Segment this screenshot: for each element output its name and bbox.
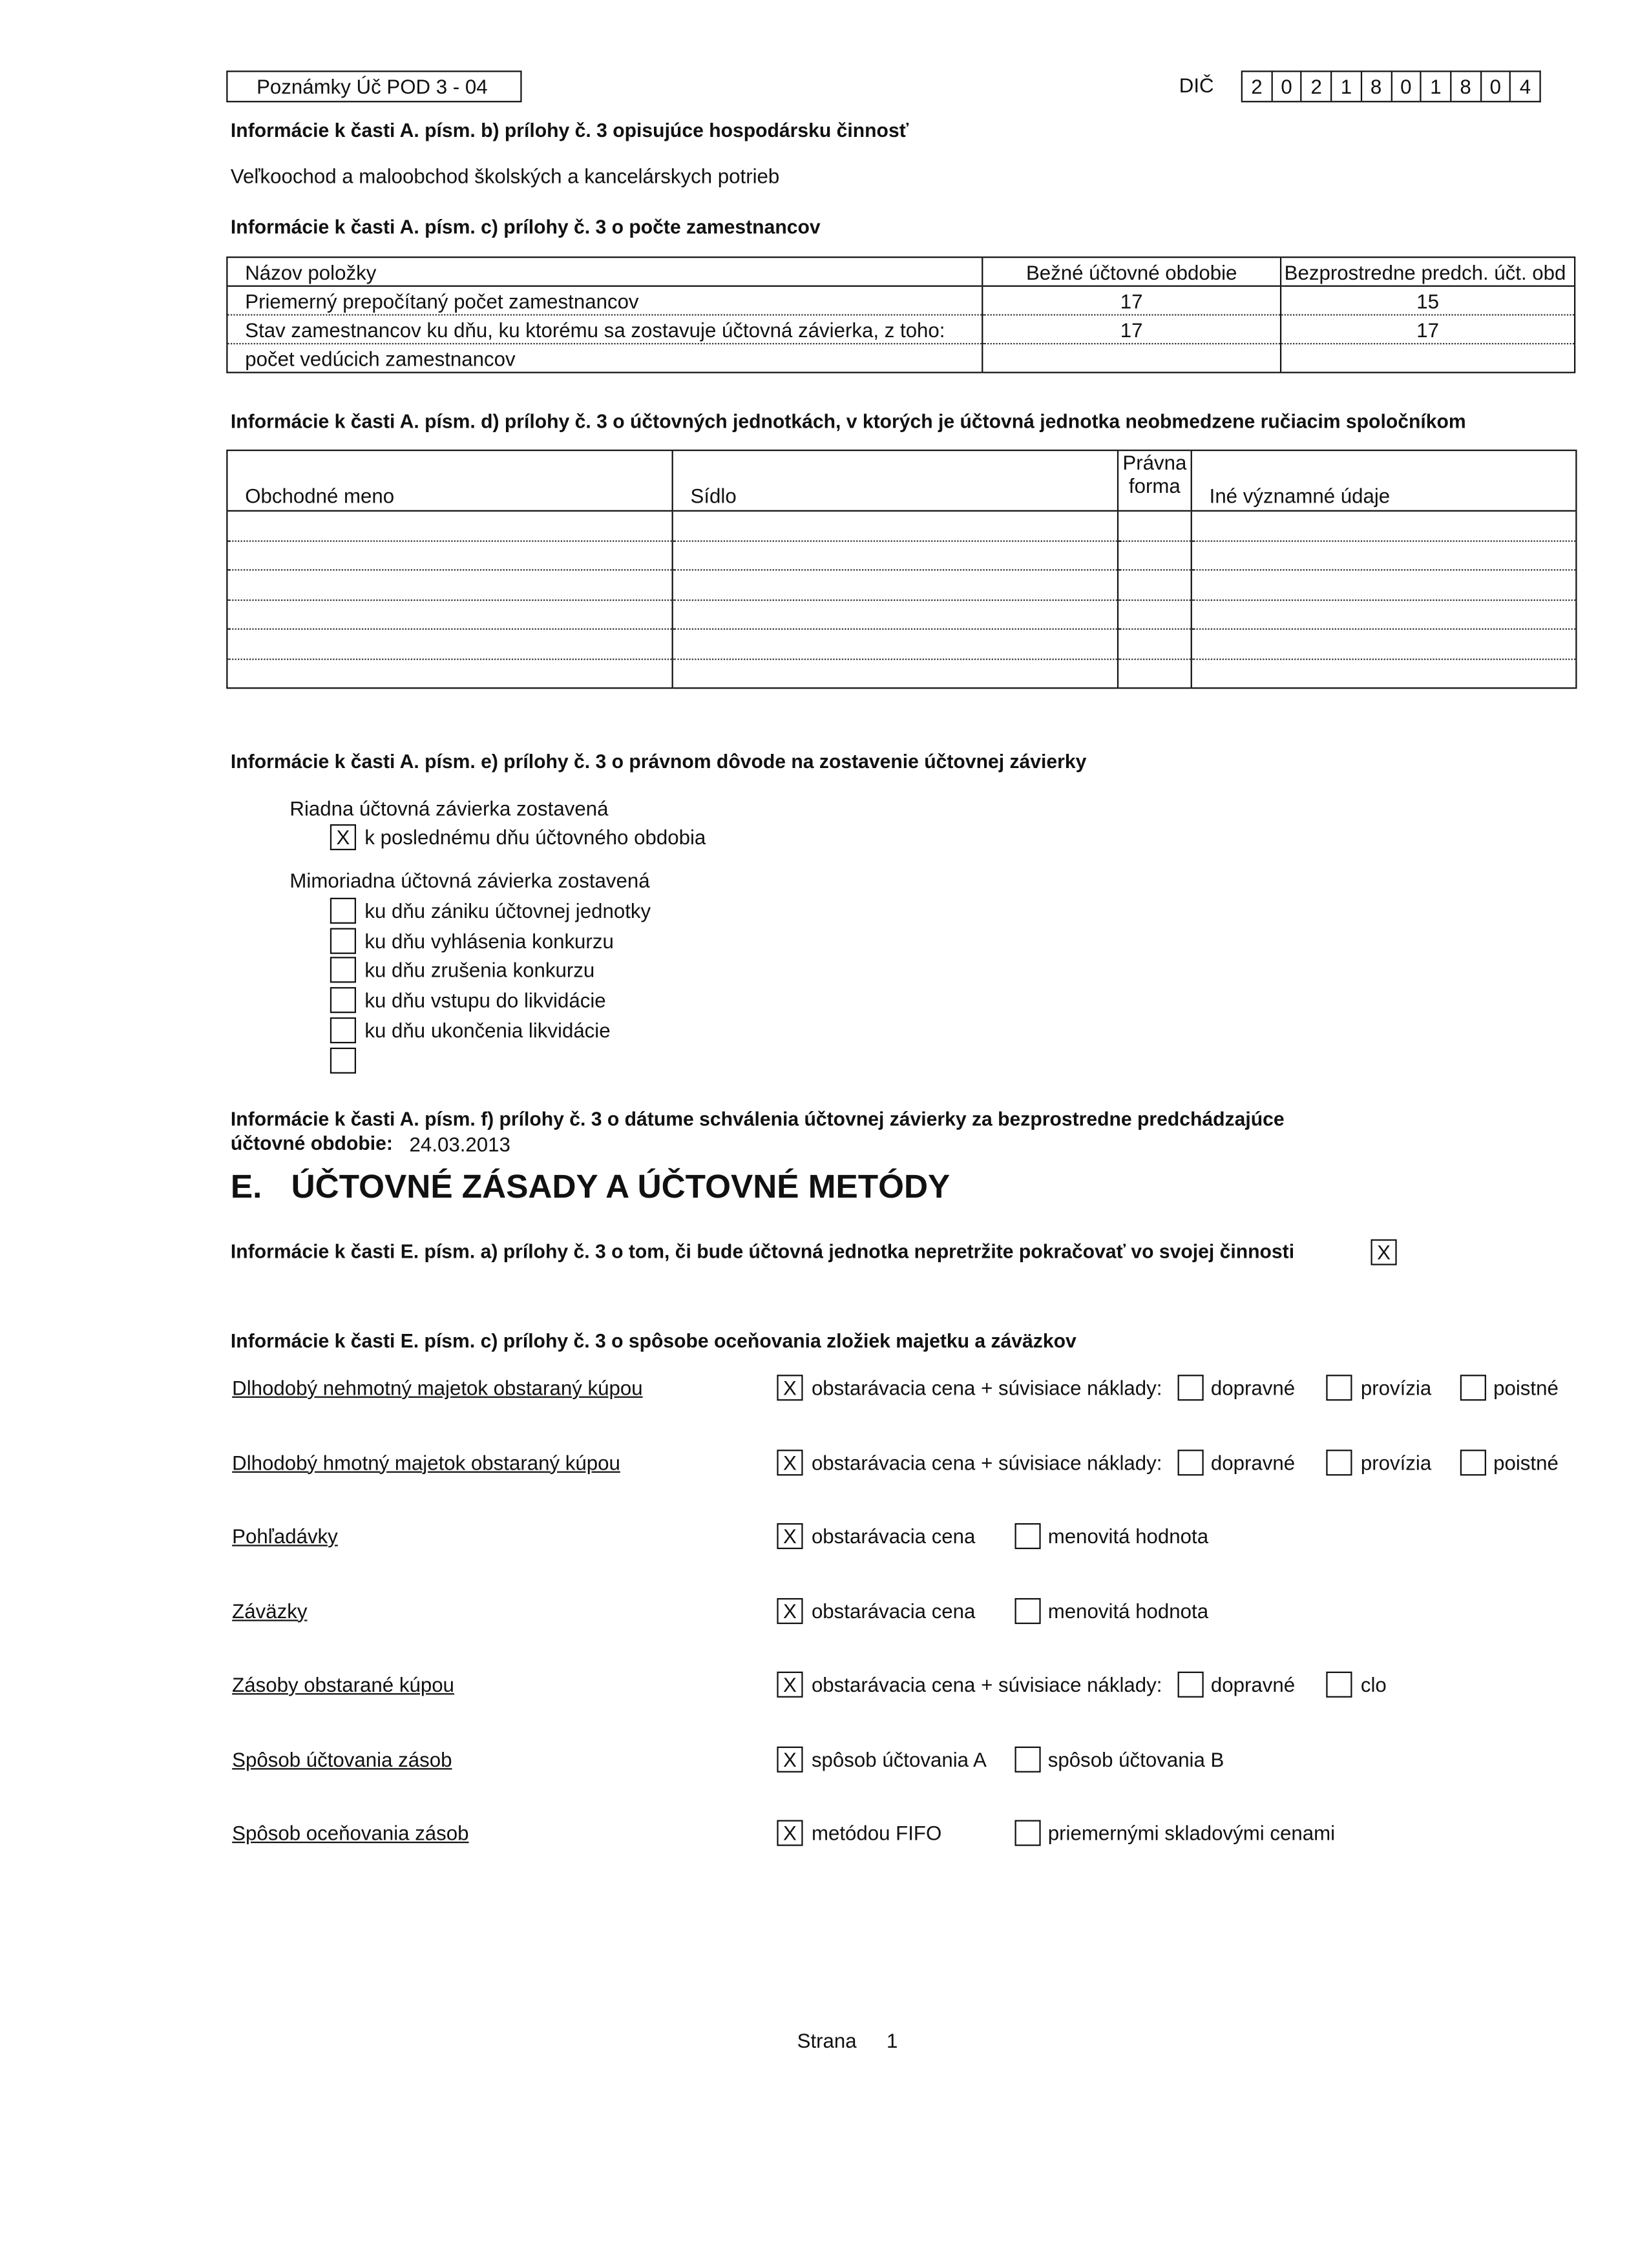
valuation-option-label: clo xyxy=(1360,1672,1387,1696)
valuation-option-checkbox[interactable]: X xyxy=(777,1597,803,1623)
valuation-option-checkbox[interactable]: X xyxy=(777,1375,803,1400)
extraordinary-option-label: ku dňu zániku účtovnej jednotky xyxy=(364,899,651,922)
valuation-option-checkbox[interactable] xyxy=(1178,1449,1204,1475)
table-row xyxy=(227,286,1575,315)
dic-digit: 8 xyxy=(1360,72,1390,101)
dic-digit: 8 xyxy=(1450,72,1480,101)
empty-cell[interactable] xyxy=(1118,541,1192,570)
e-c-heading: Informácie k časti E. písm. c) prílohy č. 3 o spôsobe oceňovania zložiek majetku a záväzkov xyxy=(230,1330,1077,1352)
empty-cell[interactable] xyxy=(1118,599,1192,629)
extraordinary-option-label: ku dňu vstupu do likvidácie xyxy=(364,988,606,1012)
empty-cell[interactable] xyxy=(1192,629,1577,659)
valuation-option-checkbox[interactable]: X xyxy=(777,1672,803,1698)
empty-cell[interactable] xyxy=(673,658,1118,688)
cell xyxy=(982,344,1281,373)
empty-cell[interactable] xyxy=(227,658,672,688)
valuation-option-checkbox[interactable] xyxy=(1014,1820,1040,1846)
regular-closing-label: k poslednému dňu účtovného obdobia xyxy=(364,826,706,849)
valuation-option-label: dopravné xyxy=(1210,1450,1296,1473)
extraordinary-checkbox[interactable] xyxy=(330,928,356,953)
section-letter: E. xyxy=(230,1167,262,1205)
empty-cell[interactable] xyxy=(1118,511,1192,541)
cell: Stav zamestnancov ku dňu, ku ktorému sa zostavuje účtovná závierka, z toho: xyxy=(227,315,982,344)
empty-cell[interactable] xyxy=(227,629,672,659)
approval-date: 24.03.2013 xyxy=(409,1132,510,1156)
empty-cell[interactable] xyxy=(227,541,672,570)
valuation-option-label: dopravné xyxy=(1210,1376,1296,1400)
extraordinary-checkbox[interactable] xyxy=(330,957,356,983)
valuation-option-label: priemernými skladovými cenami xyxy=(1047,1821,1336,1845)
form-label-box xyxy=(226,70,521,102)
section-b-heading: Informácie k časti A. písm. b) prílohy č. 3 opisujúce hospodársku činnosť xyxy=(230,120,909,141)
valuation-option-checkbox[interactable]: X xyxy=(777,1449,803,1475)
table-row xyxy=(227,511,1576,541)
dic-field xyxy=(1241,70,1541,102)
table-row xyxy=(227,570,1576,599)
valuation-option-label: provízia xyxy=(1360,1450,1432,1473)
table-row xyxy=(227,344,1575,373)
extraordinary-checkbox[interactable] xyxy=(330,987,356,1013)
extraordinary-option-label: ku dňu vyhlásenia konkurzu xyxy=(364,929,614,952)
col-header: Názov položky xyxy=(227,257,982,286)
business-activity-text: Veľkoochod a maloobchod školských a kancelárskych potrieb xyxy=(230,164,780,188)
extraordinary-option-label: ku dňu zrušenia konkurzu xyxy=(364,959,595,983)
valuation-option-checkbox[interactable] xyxy=(1014,1597,1040,1623)
valuation-option-label: provízia xyxy=(1360,1376,1432,1400)
dic-digit: 2 xyxy=(1241,72,1271,101)
empty-cell[interactable] xyxy=(227,511,672,541)
table-row xyxy=(227,315,1575,344)
empty-cell[interactable] xyxy=(1118,658,1192,688)
valuation-option-label: obstarávacia cena + súvisiace náklady: xyxy=(811,1376,1162,1400)
dic-digit: 1 xyxy=(1330,72,1360,101)
col-header: Iné významné údaje xyxy=(1192,450,1577,511)
regular-label: Riadna účtovná závierka zostavená xyxy=(289,796,609,820)
empty-cell[interactable] xyxy=(1192,511,1577,541)
valuation-option-label: obstarávacia cena + súvisiace náklady: xyxy=(811,1672,1162,1696)
valuation-option-label: poistné xyxy=(1493,1450,1559,1473)
valuation-option-label: spôsob účtovania B xyxy=(1047,1747,1224,1771)
table-row xyxy=(227,658,1576,688)
dic-digit: 1 xyxy=(1420,72,1450,101)
valuation-option-label: poistné xyxy=(1493,1376,1559,1400)
dic-digit: 0 xyxy=(1480,72,1509,101)
valuation-item-label: Dlhodobý nehmotný majetok obstaraný kúpou xyxy=(232,1376,643,1400)
e-a-heading: Informácie k časti E. písm. a) prílohy č. 3 o tom, či bude účtovná jednotka nepretržite pokračovať vo svojej činnosti xyxy=(230,1240,1295,1263)
extraordinary-label: Mimoriadna účtovná závierka zostavená xyxy=(289,869,650,892)
empty-cell[interactable] xyxy=(673,511,1118,541)
valuation-option-label: dopravné xyxy=(1210,1672,1296,1696)
empty-cell[interactable] xyxy=(227,570,672,599)
col-header: Sídlo xyxy=(673,450,1118,511)
continuity-checkbox[interactable]: X xyxy=(1371,1239,1396,1265)
cell: 17 xyxy=(982,315,1281,344)
empty-cell[interactable] xyxy=(673,599,1118,629)
extraordinary-checkbox[interactable] xyxy=(330,1047,356,1073)
form-label: Poznámky Úč POD 3 - 04 xyxy=(257,75,488,98)
valuation-option-label: metódou FIFO xyxy=(811,1821,942,1845)
table-row xyxy=(227,599,1576,629)
cell xyxy=(1281,344,1575,373)
extraordinary-checkbox[interactable] xyxy=(330,1017,356,1043)
valuation-option-checkbox[interactable]: X xyxy=(777,1820,803,1846)
valuation-option-checkbox[interactable] xyxy=(1178,1375,1204,1400)
valuation-option-label: menovitá hodnota xyxy=(1047,1599,1209,1622)
dic-digit: 4 xyxy=(1509,72,1539,101)
section-d-heading: Informácie k časti A. písm. d) prílohy č. 3 o účtovných jednotkách, v ktorých je účtovná jednotka neobmedzene ručiacim spoločníkom xyxy=(230,410,1466,433)
valuation-option-checkbox[interactable]: X xyxy=(777,1523,803,1549)
valuation-option-checkbox[interactable]: X xyxy=(777,1746,803,1772)
cell: 15 xyxy=(1281,286,1575,315)
valuation-option-label: obstarávacia cena + súvisiace náklady: xyxy=(811,1450,1162,1473)
valuation-item-label: Pohľadávky xyxy=(232,1524,338,1548)
section-f-heading-2: účtovné obdobie: xyxy=(230,1132,393,1154)
regular-closing-checkbox[interactable]: X xyxy=(330,824,356,850)
valuation-option-checkbox[interactable] xyxy=(1460,1449,1486,1475)
valuation-item-label: Spôsob oceňovania zásob xyxy=(232,1821,469,1845)
valuation-option-label: spôsob účtovania A xyxy=(811,1747,987,1771)
page-label: Strana xyxy=(797,2028,857,2052)
section-e-heading: Informácie k časti A. písm. e) prílohy č. 3 o právnom dôvode na zostavenie účtovnej závierky xyxy=(230,751,1087,773)
valuation-option-checkbox[interactable] xyxy=(1460,1375,1486,1400)
valuation-option-label: obstarávacia cena xyxy=(811,1524,976,1548)
empty-cell[interactable] xyxy=(1192,599,1577,629)
valuation-item-label: Dlhodobý hmotný majetok obstaraný kúpou xyxy=(232,1450,620,1473)
empty-cell[interactable] xyxy=(673,541,1118,570)
section-c-heading: Informácie k časti A. písm. c) prílohy č. 3 o počte zamestnancov xyxy=(230,216,821,238)
empty-cell[interactable] xyxy=(1192,658,1577,688)
valuation-option-checkbox[interactable] xyxy=(1014,1746,1040,1772)
valuation-option-checkbox[interactable] xyxy=(1326,1449,1352,1475)
col-header-legal-form: Právna forma xyxy=(1118,450,1192,511)
extraordinary-checkbox[interactable] xyxy=(330,898,356,924)
empty-cell[interactable] xyxy=(1118,629,1192,659)
partner-entities-table xyxy=(226,450,1577,689)
cell: počet vedúcich zamestnancov xyxy=(227,344,982,373)
page-number: 1 xyxy=(886,2028,898,2052)
empty-cell[interactable] xyxy=(1192,570,1577,599)
col-header: Bežné účtovné obdobie xyxy=(982,257,1281,286)
employees-table xyxy=(226,256,1575,373)
section-f-heading: Informácie k časti A. písm. f) prílohy č. 3 o dátume schválenia účtovnej závierky za bezprostredne predchádzajúce xyxy=(230,1108,1285,1130)
valuation-option-checkbox[interactable] xyxy=(1014,1523,1040,1549)
col-header: Bezprostredne predch. účt. obd xyxy=(1281,257,1575,286)
cell: 17 xyxy=(982,286,1281,315)
valuation-option-checkbox[interactable] xyxy=(1326,1672,1352,1698)
valuation-option-checkbox[interactable] xyxy=(1326,1375,1352,1400)
valuation-item-label: Spôsob účtovania zásob xyxy=(232,1747,452,1771)
table-row xyxy=(227,629,1576,659)
empty-cell[interactable] xyxy=(1118,570,1192,599)
cell: 17 xyxy=(1281,315,1575,344)
valuation-option-checkbox[interactable] xyxy=(1178,1672,1204,1698)
empty-cell[interactable] xyxy=(673,629,1118,659)
empty-cell[interactable] xyxy=(227,599,672,629)
dic-digit: 2 xyxy=(1301,72,1330,101)
valuation-option-label: menovitá hodnota xyxy=(1047,1524,1209,1548)
valuation-item-label: Záväzky xyxy=(232,1599,308,1622)
valuation-option-label: obstarávacia cena xyxy=(811,1599,976,1622)
dic-digit: 0 xyxy=(1271,72,1301,101)
valuation-item-label: Zásoby obstarané kúpou xyxy=(232,1672,454,1696)
table-row xyxy=(227,541,1576,570)
section-title: ÚČTOVNÉ ZÁSADY A ÚČTOVNÉ METÓDY xyxy=(291,1167,951,1205)
extraordinary-option-label: ku dňu ukončenia likvidácie xyxy=(364,1018,611,1042)
col-header: Obchodné meno xyxy=(227,450,672,511)
empty-cell[interactable] xyxy=(1192,541,1577,570)
dic-digit: 0 xyxy=(1391,72,1420,101)
dic-label: DIČ xyxy=(1179,73,1214,97)
cell: Priemerný prepočítaný počet zamestnancov xyxy=(227,286,982,315)
empty-cell[interactable] xyxy=(673,570,1118,599)
